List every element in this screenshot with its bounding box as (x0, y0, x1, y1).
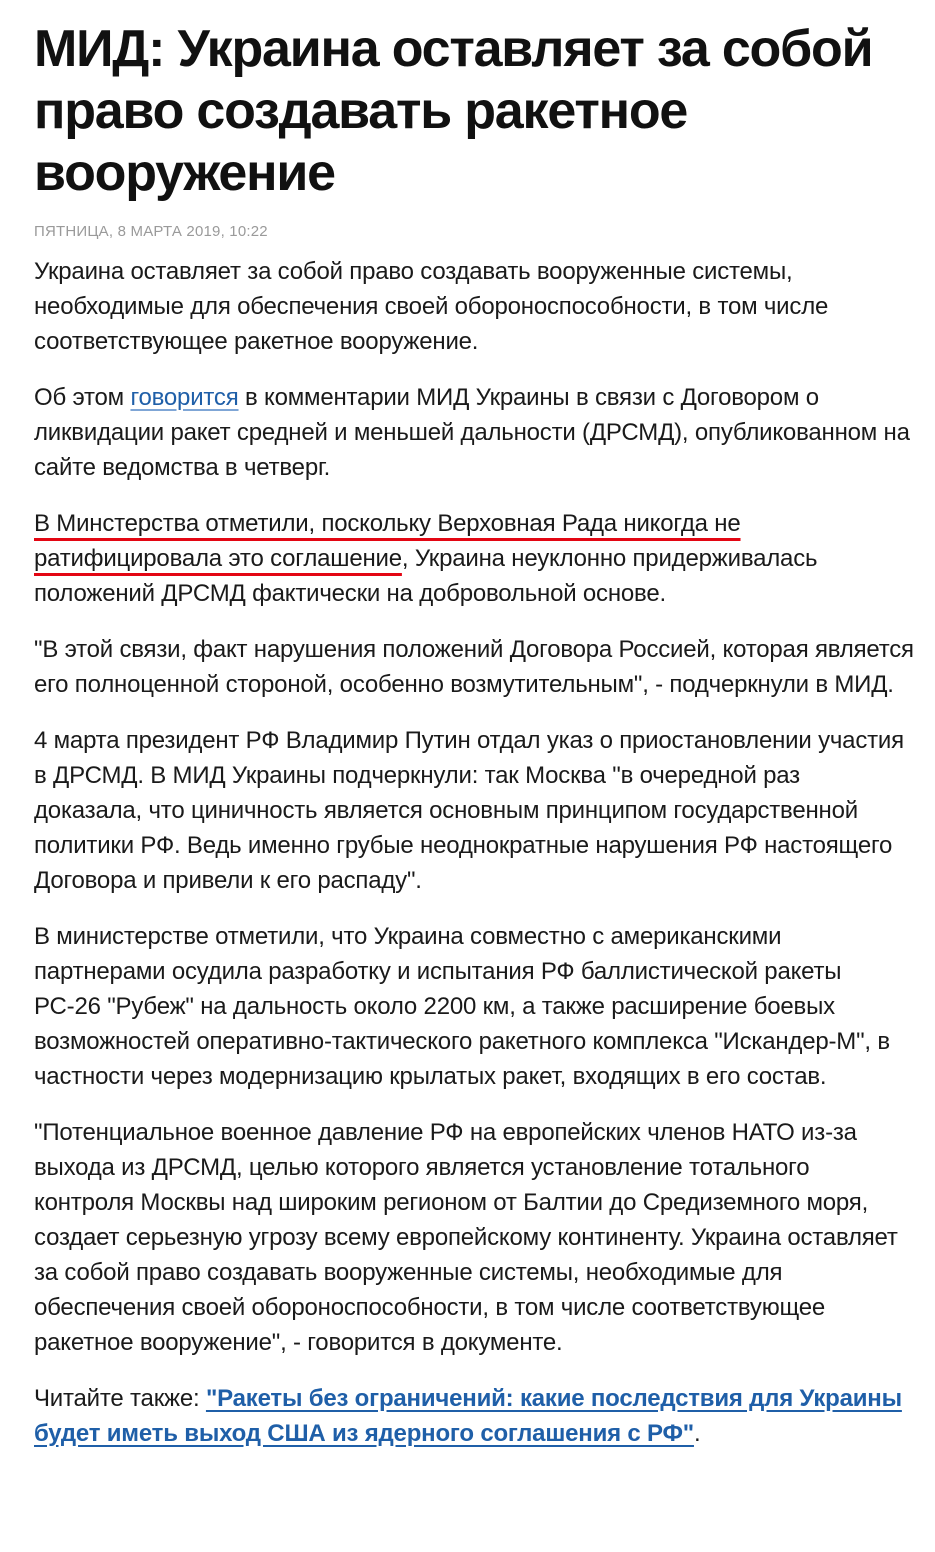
paragraph-4: "В этой связи, факт нарушения положений Договора Россией, которая является его полноценной стороной, особенно возмутительным", - подчеркнули в МИД. (34, 636, 914, 698)
paragraph-2-text-after: в комментарии МИД Украины в связи с Договором о ликвидации ракет средней и меньшей дальности (ДРСМД), опубликованном на сайте ведомства в четверг. (34, 384, 910, 481)
read-also-link[interactable]: "Ракеты без ограничений: какие последствия для Украины будет иметь выход США из ядерного соглашения с РФ" (34, 1385, 902, 1447)
paragraph-2 (34, 380, 914, 485)
paragraph-5: 4 марта президент РФ Владимир Путин отдал указ о приостановлении участия в ДРСМД. В МИД Украины подчеркнули: так Москва "в очередной раз доказала, что циничность является основным принципом государственной политики РФ. Ведь именно грубые неоднократные нарушения РФ настоящего Договора и привели к его распаду". (34, 727, 904, 894)
source-link[interactable]: говорится (130, 384, 239, 411)
paragraph-3 (34, 506, 914, 611)
paragraph-1: Украина оставляет за собой право создавать вооруженные системы, необходимые для обеспечения своей обороноспособности, в том числе соответствующее ракетное вооружение. (34, 258, 829, 355)
read-also (34, 1381, 914, 1451)
paragraph-3-text-after: , Украина неуклонно придерживалась положений ДРСМД фактически на добровольной основе. (34, 545, 818, 607)
article-title: МИД: Украина оставляет за собой право создавать ракетное вооружение (34, 20, 873, 202)
article (34, 0, 914, 1451)
article-date: ПЯТНИЦА, 8 МАРТА 2019, 10:22 (34, 223, 268, 240)
read-also-label: Читайте также: (34, 1385, 206, 1412)
read-also-end: . (693, 1420, 701, 1447)
paragraph-2-text-before: Об этом (34, 384, 131, 411)
highlighted-sentence: В Минстерства отметили, поскольку Верховная Рада никогда не ратифицировала это соглашение (34, 510, 741, 572)
paragraph-7: "Потенциальное военное давление РФ на европейских членов НАТО из-за выхода из ДРСМД, целью которого является установление тотального контроля Москвы над широким регионом от Балтии до Средиземного моря, создает серьезную угрозу всему европейскому континенту. Украина оставляет за собой право создавать вооруженные системы, необходимые для обеспечения своей обороноспособности, в том числе соответствующее ракетное вооружение", - говорится в документе. (34, 1119, 898, 1356)
paragraph-6: В министерстве отметили, что Украина совместно с американскими партнерами осудила разработку и испытания РФ баллистической ракеты РС-26 "Рубеж" на дальность около 2200 км, а также расширение боевых возможностей оперативно-тактического ракетного комплекса "Искандер-М", в частности через модернизацию крылатых ракет, входящих в его состав. (34, 923, 890, 1090)
